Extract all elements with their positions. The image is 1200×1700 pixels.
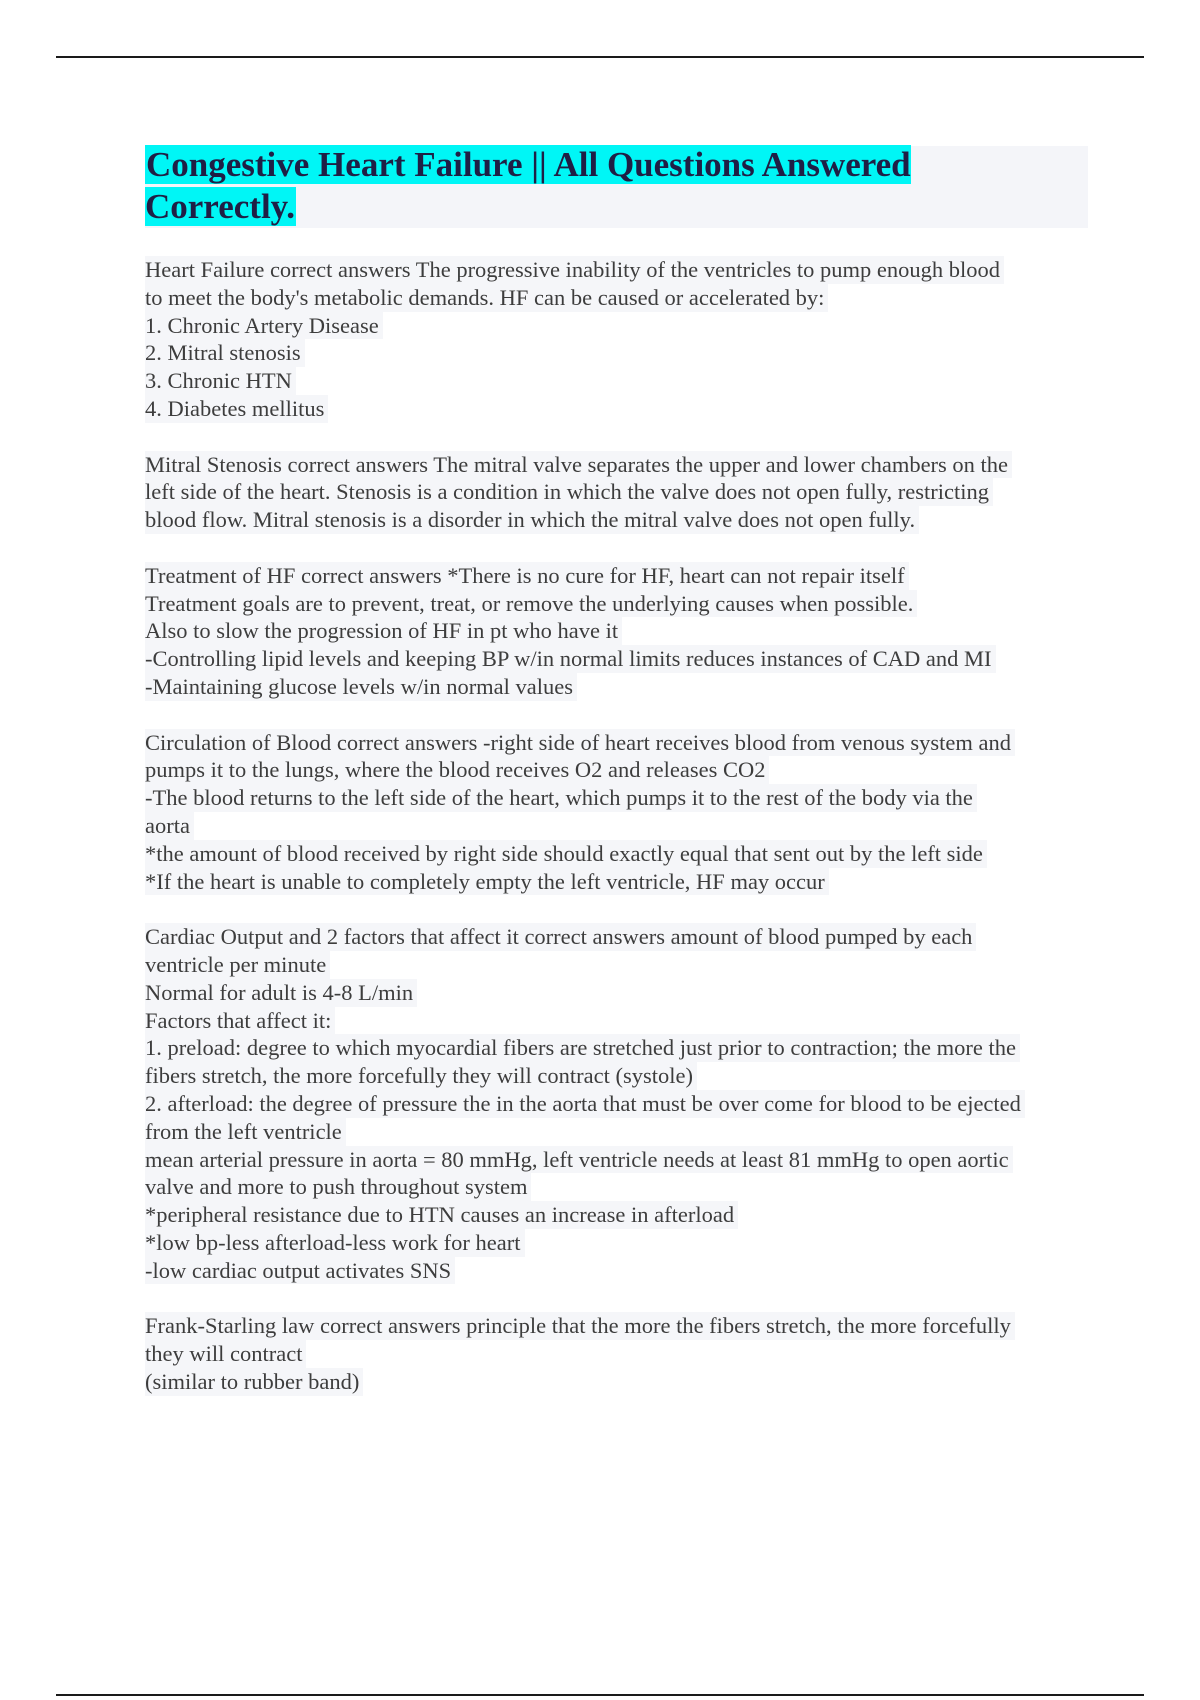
- document-body: [145, 256, 1095, 1423]
- text-line: mean arterial pressure in aorta = 80 mmHg, left ventricle needs at least 81 mmHg to open aortic: [145, 1146, 1013, 1174]
- text-line: they will contract: [145, 1340, 306, 1368]
- text-line: *the amount of blood received by right side should exactly equal that sent out by the left side: [145, 840, 987, 868]
- text-line: (similar to rubber band): [145, 1368, 363, 1396]
- text-line: *If the heart is unable to completely empty the left ventricle, HF may occur: [145, 868, 829, 896]
- text-line: 2. Mitral stenosis: [145, 339, 305, 367]
- page-title: [145, 144, 1045, 228]
- text-line: -Maintaining glucose levels w/in normal values: [145, 673, 577, 701]
- text-line: Circulation of Blood correct answers -right side of heart receives blood from venous system and: [145, 729, 1015, 757]
- text-line: 4. Diabetes mellitus: [145, 395, 328, 423]
- qa-section: [145, 1312, 1095, 1395]
- text-line: Factors that affect it:: [145, 1007, 335, 1035]
- qa-section: [145, 256, 1095, 423]
- text-line: Heart Failure correct answers The progressive inability of the ventricles to pump enough blood: [145, 256, 1004, 284]
- text-line: *low bp-less afterload-less work for heart: [145, 1229, 525, 1257]
- text-line: Treatment goals are to prevent, treat, or remove the underlying causes when possible.: [145, 590, 917, 618]
- text-line: 1. preload: degree to which myocardial fibers are stretched just prior to contraction; the more the: [145, 1034, 1020, 1062]
- text-line: aorta: [145, 812, 194, 840]
- qa-section: [145, 562, 1095, 701]
- text-line: from the left ventricle: [145, 1118, 346, 1146]
- text-line: Treatment of HF correct answers *There is no cure for HF, heart can not repair itself: [145, 562, 909, 590]
- text-line: 3. Chronic HTN: [145, 367, 296, 395]
- qa-section: [145, 729, 1095, 896]
- title-highlight: Congestive Heart Failure || All Questions Answered Correctly.: [145, 145, 911, 226]
- text-line: -The blood returns to the left side of the heart, which pumps it to the rest of the body via the: [145, 784, 977, 812]
- qa-section: [145, 923, 1095, 1284]
- text-line: Cardiac Output and 2 factors that affect it correct answers amount of blood pumped by each: [145, 923, 976, 951]
- text-line: 2. afterload: the degree of pressure the in the aorta that must be over come for blood to be ejected: [145, 1090, 1025, 1118]
- text-line: ventricle per minute: [145, 951, 330, 979]
- text-line: to meet the body's metabolic demands. HF can be caused or accelerated by:: [145, 284, 828, 312]
- qa-section: [145, 451, 1095, 534]
- top-rule: [56, 56, 1144, 58]
- text-line: blood flow. Mitral stenosis is a disorder in which the mitral valve does not open fully.: [145, 506, 919, 534]
- text-line: fibers stretch, the more forcefully they will contract (systole): [145, 1062, 697, 1090]
- text-line: 1. Chronic Artery Disease: [145, 312, 383, 340]
- bottom-rule: [56, 1694, 1144, 1696]
- text-line: -low cardiac output activates SNS: [145, 1257, 455, 1285]
- text-line: *peripheral resistance due to HTN causes an increase in afterload: [145, 1201, 738, 1229]
- text-line: Normal for adult is 4-8 L/min: [145, 979, 417, 1007]
- text-line: Mitral Stenosis correct answers The mitral valve separates the upper and lower chambers on the: [145, 451, 1012, 479]
- text-line: valve and more to push throughout system: [145, 1173, 531, 1201]
- text-line: pumps it to the lungs, where the blood receives O2 and releases CO2: [145, 756, 769, 784]
- text-line: Frank-Starling law correct answers principle that the more the fibers stretch, the more forcefully: [145, 1312, 1015, 1340]
- text-line: left side of the heart. Stenosis is a condition in which the valve does not open fully, restricting: [145, 478, 993, 506]
- text-line: Also to slow the progression of HF in pt who have it: [145, 617, 622, 645]
- text-line: -Controlling lipid levels and keeping BP w/in normal limits reduces instances of CAD and MI: [145, 645, 996, 673]
